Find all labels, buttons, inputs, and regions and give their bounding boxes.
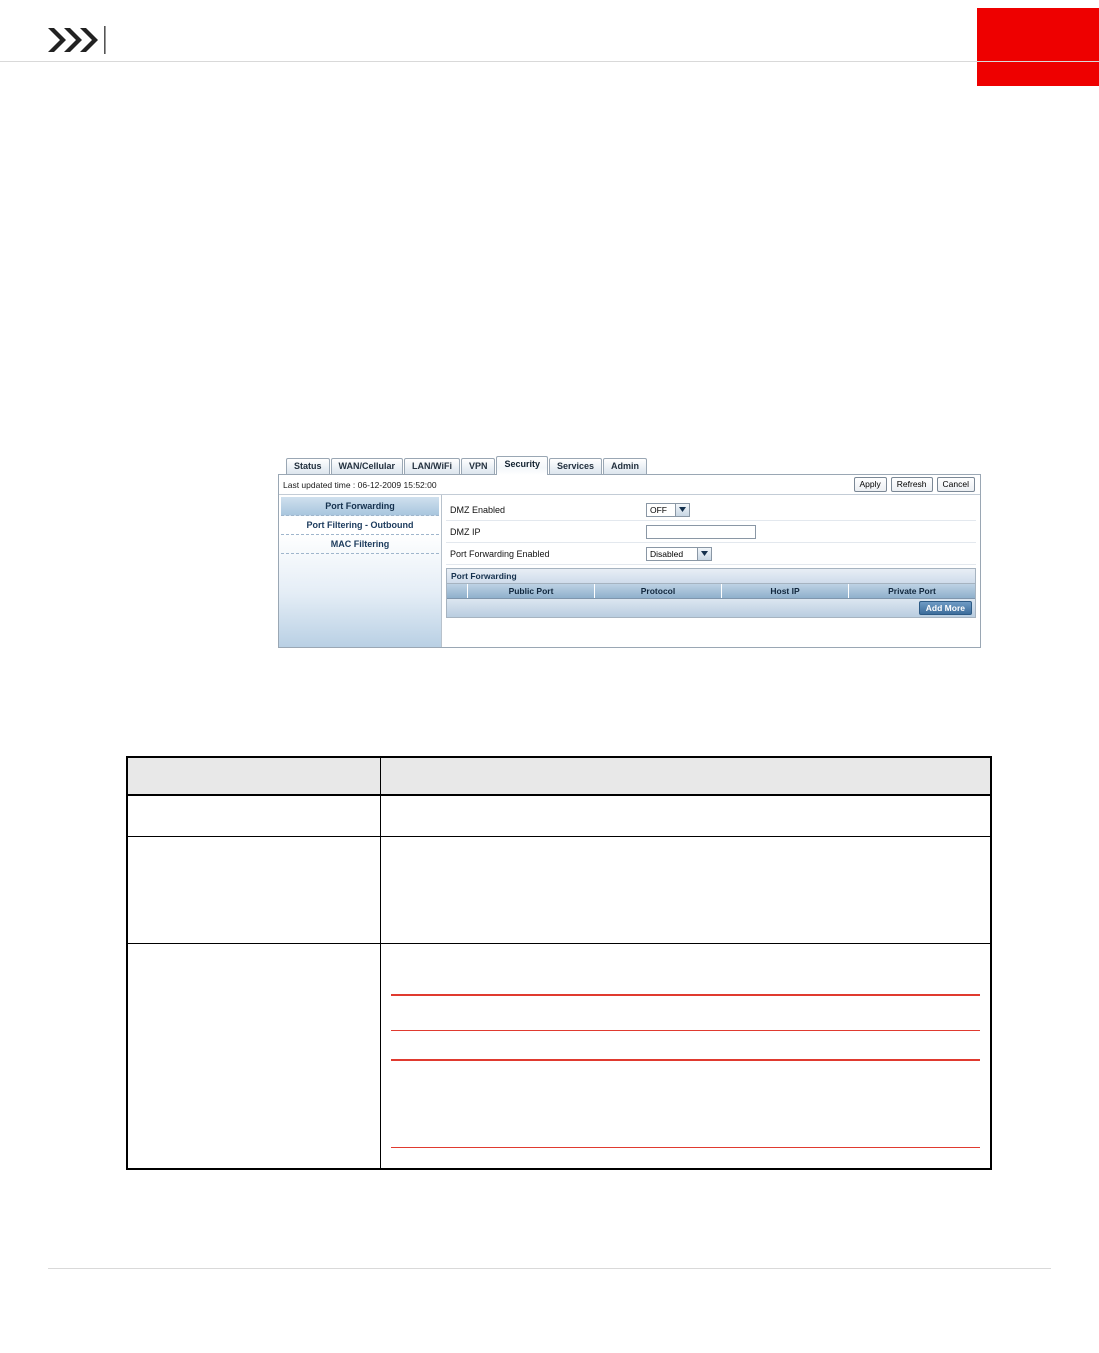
field-description-table — [126, 756, 992, 1170]
highlight-rule — [391, 1147, 980, 1148]
highlight-rule — [391, 994, 980, 996]
chevron-down-icon[interactable] — [675, 504, 689, 516]
row-field-name — [127, 795, 381, 837]
column-protocol: Protocol — [595, 584, 722, 598]
tab-vpn[interactable]: VPN — [461, 458, 496, 475]
tab-wan-cellular[interactable]: WAN/Cellular — [331, 458, 404, 475]
field-row-dmz-ip — [446, 521, 976, 543]
row-description — [381, 944, 992, 1170]
port-forwarding-enabled-label: Port Forwarding Enabled — [450, 548, 550, 559]
apply-button[interactable]: Apply — [854, 477, 887, 491]
sidebar-item-mac-filtering[interactable] — [281, 535, 439, 554]
table-row — [127, 837, 991, 944]
header-divider — [0, 61, 1099, 62]
row-field-name — [127, 944, 381, 1170]
tab-admin[interactable]: Admin — [603, 458, 647, 475]
sidebar-item-label: MAC Filtering — [330, 539, 390, 549]
table-row — [127, 944, 991, 1170]
cancel-button[interactable]: Cancel — [937, 477, 975, 491]
security-sidebar — [279, 495, 442, 647]
row-description — [381, 837, 992, 944]
dmz-ip-input[interactable] — [646, 525, 756, 539]
dmz-ip-label: DMZ IP — [450, 526, 481, 537]
highlight-rule — [391, 1059, 980, 1061]
status-bar — [279, 475, 980, 495]
dmz-enabled-label: DMZ Enabled — [450, 504, 506, 515]
field-row-port-forwarding-enabled — [446, 543, 976, 565]
chevron-down-icon[interactable] — [697, 548, 711, 560]
tab-status[interactable]: Status — [286, 458, 330, 475]
tab-lan-wifi[interactable]: LAN/WiFi — [404, 458, 460, 475]
router-config-screenshot — [278, 455, 981, 648]
column-private-port: Private Port — [888, 586, 936, 596]
column-host-ip: Host IP — [722, 584, 849, 598]
brand-color-block — [977, 8, 1099, 86]
field-row-dmz-enabled — [446, 499, 976, 521]
settings-content — [442, 495, 980, 647]
table-row — [127, 795, 991, 837]
footer-divider — [48, 1268, 1051, 1269]
tab-services[interactable]: Services — [549, 458, 602, 475]
dmz-enabled-select[interactable] — [646, 503, 690, 517]
refresh-button[interactable]: Refresh — [891, 477, 933, 491]
port-forwarding-table — [446, 568, 976, 618]
config-panel — [278, 474, 981, 648]
highlight-rule — [391, 1030, 980, 1031]
port-forwarding-table-title: Port Forwarding — [447, 569, 975, 584]
tab-security[interactable]: Security — [496, 456, 548, 475]
port-forwarding-enabled-select[interactable] — [646, 547, 712, 561]
add-more-button[interactable]: Add More — [919, 601, 972, 615]
sidebar-item-port-forwarding[interactable] — [281, 497, 439, 516]
panel-body — [279, 495, 980, 647]
tab-bar — [278, 455, 981, 475]
sidebar-item-port-filtering-outbound[interactable] — [281, 516, 439, 535]
port-forwarding-table-footer — [447, 599, 975, 617]
column-public-port: Public Port — [468, 584, 595, 598]
row-description — [381, 795, 992, 837]
action-button-group — [854, 477, 976, 491]
sidebar-item-label: Port Forwarding — [325, 501, 395, 511]
chevron-logo — [48, 26, 110, 54]
row-field-name — [127, 837, 381, 944]
column-header-field — [127, 757, 381, 795]
port-forwarding-enabled-value: Disabled — [650, 548, 684, 559]
table-header-row — [127, 757, 991, 795]
last-updated-time: Last updated time : 06-12-2009 15:52:00 — [283, 479, 437, 490]
sidebar-item-label: Port Filtering - Outbound — [306, 520, 414, 530]
column-header-description — [381, 757, 992, 795]
row-selector-column — [447, 584, 468, 598]
port-forwarding-table-header — [447, 584, 975, 599]
dmz-enabled-value: OFF — [650, 504, 667, 515]
